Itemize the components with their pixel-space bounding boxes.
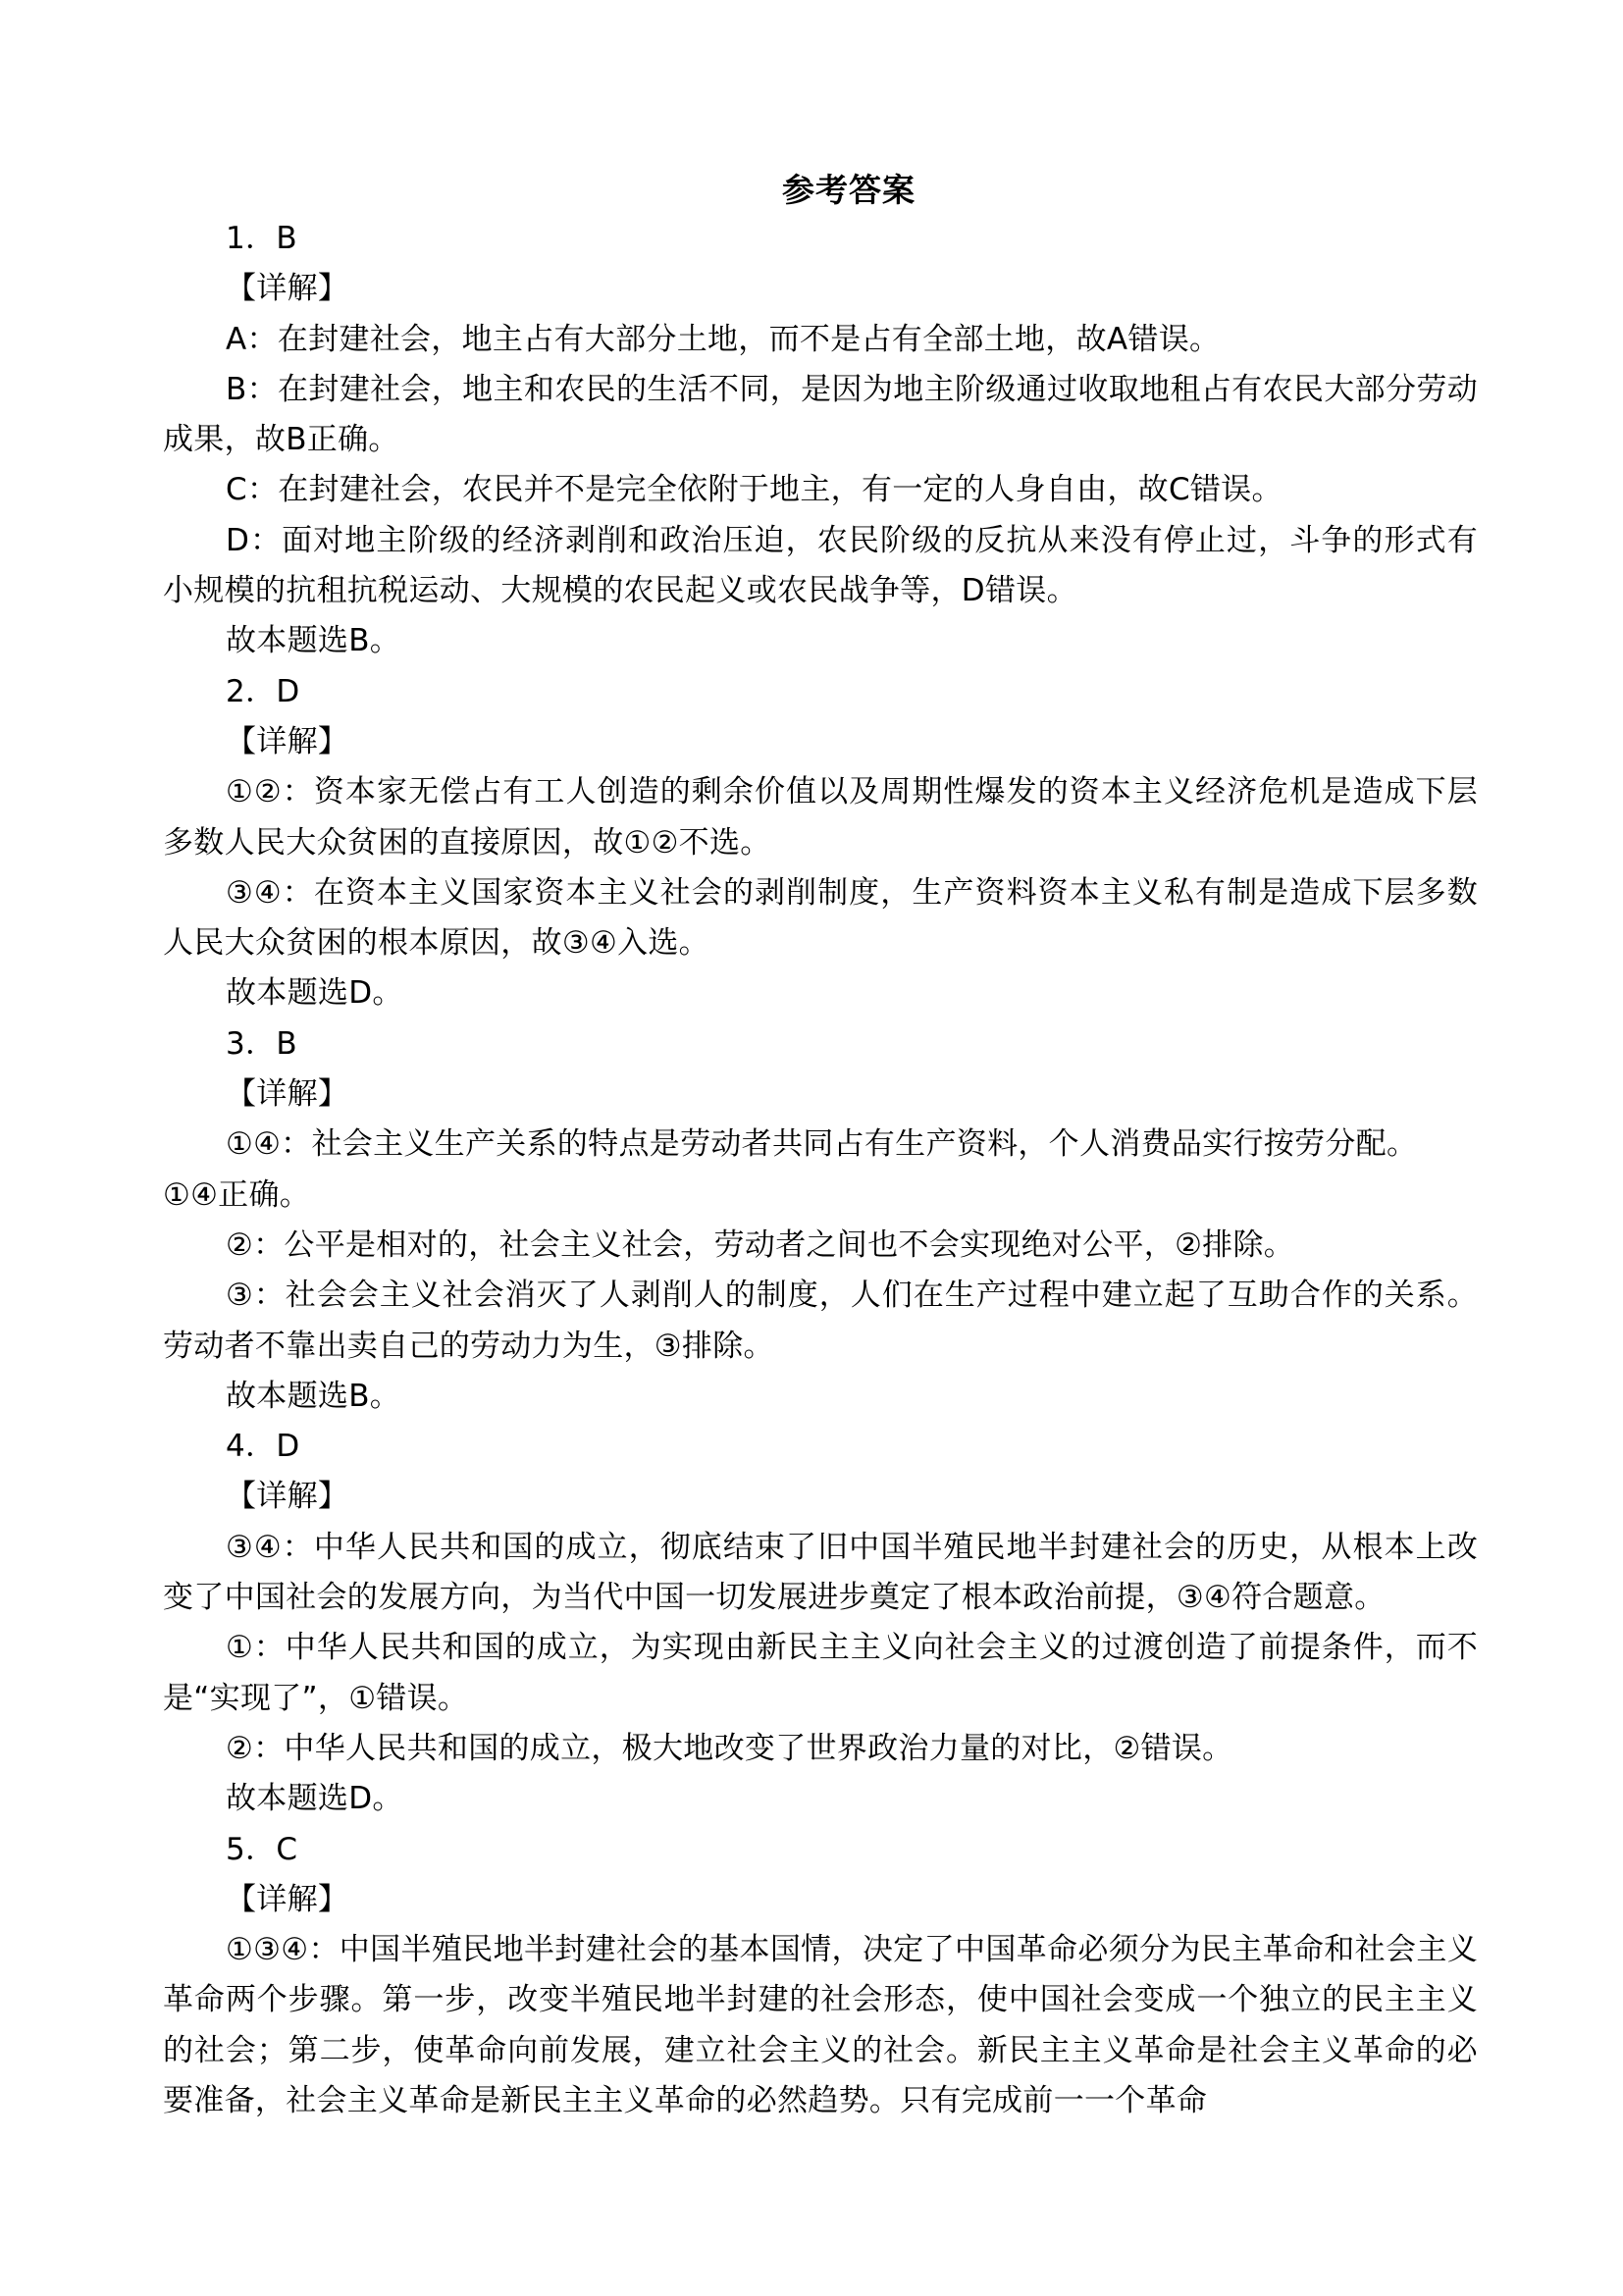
q3-label: 【详解】 [226, 1076, 349, 1113]
q4-para-1: ③④：中华人民共和国的成立，彻底结束了旧中国半殖民地半封建社会的历史，从根本上改变了中国社会的发展方向，为当代中国一切发展进步奠定了根本政治前提，③④符合题意。 [163, 1529, 1478, 1616]
page-title: 参考答案 [782, 171, 916, 209]
q1-option-b: B：在封建社会，地主和农民的生活不同，是因为地主阶级通过收取地租占有农民大部分劳动成果，故B正确。 [163, 371, 1478, 458]
q3-para-1: ①④：社会主义生产关系的特点是劳动者共同占有生产资料，个人消费品实行按劳分配。 [226, 1126, 1418, 1163]
q2-conclusion: 故本题选D。 [226, 975, 403, 1012]
q1-conclusion: 故本题选B。 [226, 623, 401, 659]
q1-option-c: C：在封建社会，农民并不是完全依附于地主，有一定的人身自由，故C错误。 [226, 472, 1283, 508]
q5-para-1: ①③④：中国半殖民地半封建社会的基本国情，决定了中国革命必须分为民主革命和社会主义革命两个步骤。第一步，改变半殖民地半封建的社会形态，使中国社会变成一个独立的民主主义的社会；第二步，使革命向前发展，建立社会主义的社会。新民主主义革命是社会主义革命的必要准备，社会主义革命是新民主主义革命的必然趋势。只有完成前一一个革命 [163, 1932, 1478, 2118]
q5-label: 【详解】 [226, 1881, 349, 1917]
q4-answer: 4．D [226, 1429, 300, 1465]
q2-para-2: ③④：在资本主义国家资本主义社会的剥削制度，生产资料资本主义私有制是造成下层多数人民大众贫困的根本原因，故③④入选。 [163, 874, 1478, 962]
q2-label: 【详解】 [226, 723, 349, 759]
q3-conclusion: 故本题选B。 [226, 1378, 401, 1414]
q1-label: 【详解】 [226, 271, 349, 307]
q3-para-2: ②：公平是相对的，社会主义社会，劳动者之间也不会实现绝对公平，②排除。 [226, 1226, 1295, 1263]
q5-answer: 5．C [226, 1831, 298, 1867]
q2-answer: 2．D [226, 673, 300, 709]
q1-option-d: D：面对地主阶级的经济剥削和政治压迫，农民阶级的反抗从来没有停止过，斗争的形式有小规模的抗租抗税运动、大规模的农民起义或农民战争等，D错误。 [163, 522, 1478, 609]
q2-para-1: ①②：资本家无偿占有工人创造的剩余价值以及周期性爆发的资本主义经济危机是造成下层多数人民大众贫困的直接原因，故①②不选。 [163, 774, 1478, 861]
q1-answer: 1．B [226, 221, 297, 256]
answer-content [163, 214, 1478, 2126]
q3-para-3: ③：社会会主义社会消灭了人剥削人的制度，人们在生产过程中建立起了互助合作的关系。劳动者不靠出卖自己的劳动力为生，③排除。 [163, 1278, 1478, 1364]
q3-answer: 3．B [226, 1025, 297, 1062]
q1-option-a: A：在封建社会，地主占有大部分土地，而不是占有全部土地，故A错误。 [226, 321, 1221, 357]
q3-para-1-continued: ①④正确。 [163, 1176, 311, 1213]
q4-label: 【详解】 [226, 1479, 349, 1515]
q4-para-2: ①：中华人民共和国的成立，为实现由新民主主义向社会主义的过渡创造了前提条件，而不是“实现了”，①错误。 [163, 1630, 1478, 1716]
q4-para-3: ②：中华人民共和国的成立，极大地改变了世界政治力量的对比，②错误。 [226, 1730, 1233, 1766]
q4-conclusion: 故本题选D。 [226, 1781, 403, 1817]
